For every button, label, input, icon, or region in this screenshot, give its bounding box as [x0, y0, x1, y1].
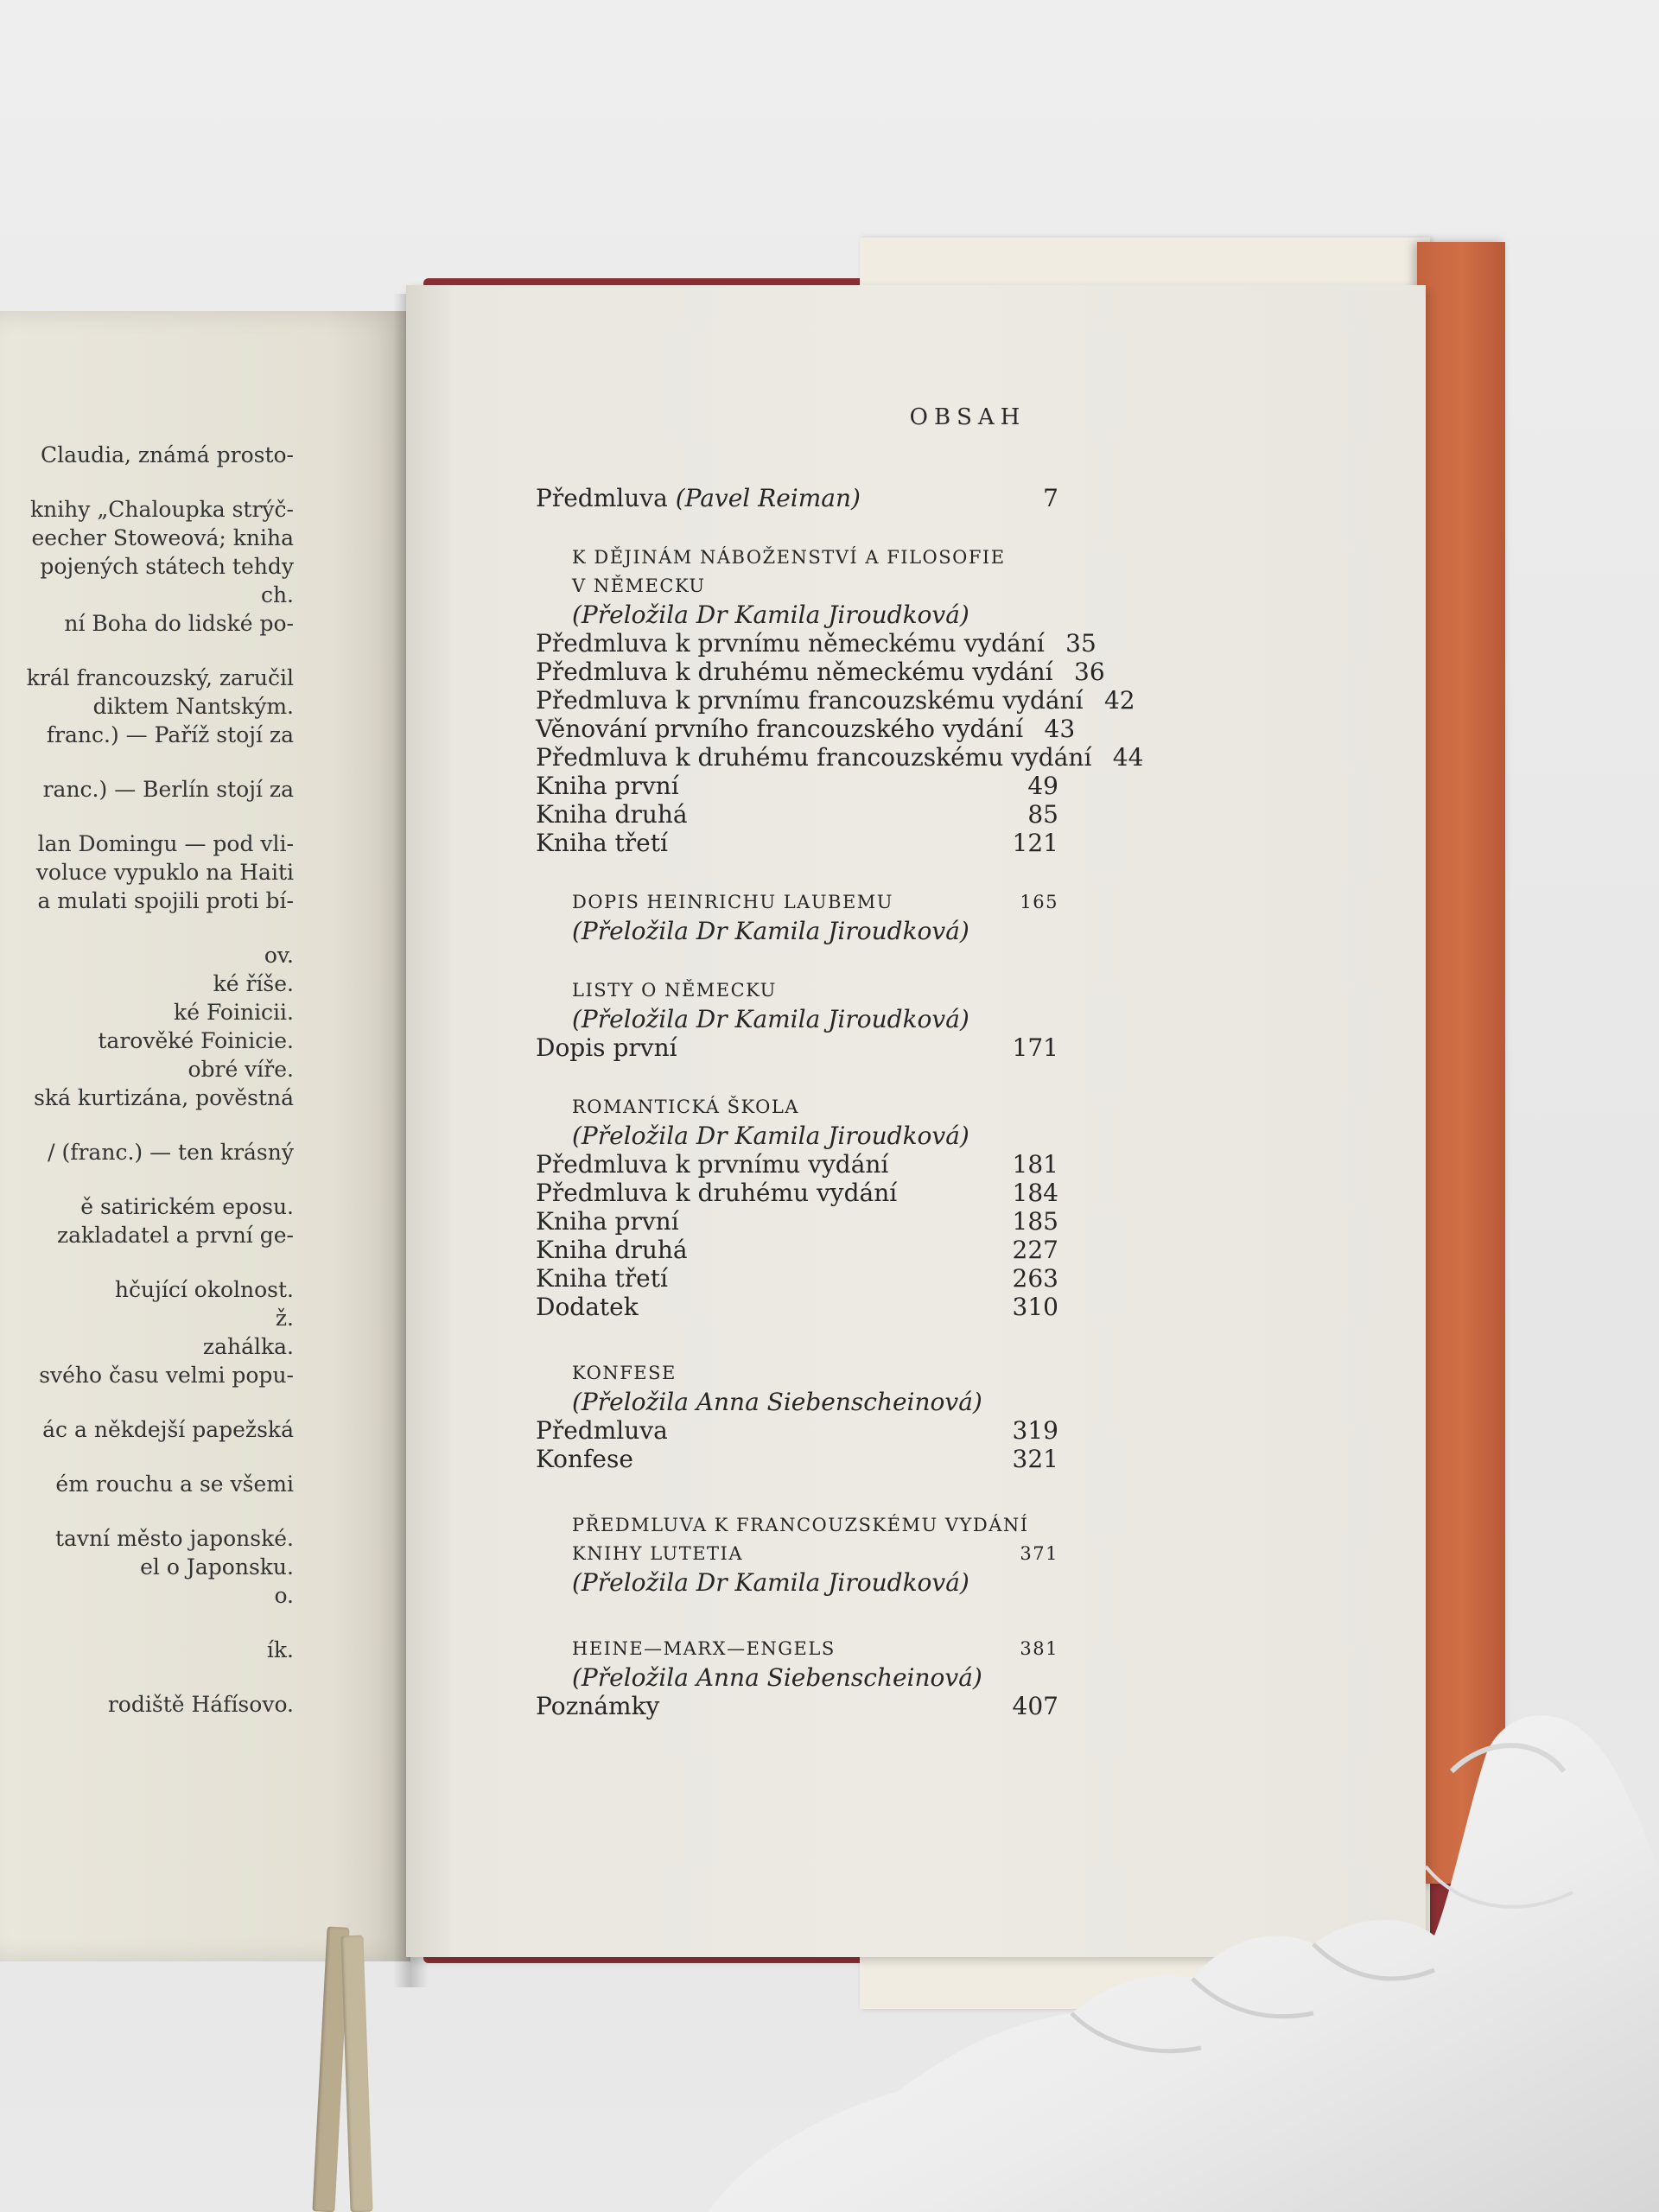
- toc-entry-title: Předmluva k druhému francouzskému vydání: [536, 743, 1092, 772]
- left-page-line: [0, 1664, 294, 1690]
- toc-entry-label: [536, 484, 861, 512]
- toc-section-heading: [536, 888, 1058, 917]
- toc-entry-title: Předmluva k druhému německému vydání: [536, 658, 1053, 686]
- left-page-line: [0, 1498, 294, 1524]
- toc-section-heading: [536, 1511, 1058, 1540]
- toc-entry-title: Konfese: [536, 1445, 633, 1473]
- left-page-line: obré víře.: [188, 1057, 294, 1082]
- toc-entry: [536, 1236, 1058, 1264]
- left-page-text: [0, 441, 294, 1719]
- left-page-line: [0, 1249, 294, 1275]
- toc-entry-title: Předmluva k prvnímu francouzskému vydání: [536, 686, 1084, 715]
- toc-section-heading-text: PŘEDMLUVA K FRANCOUZSKÉMU VYDÁNÍ: [572, 1515, 1029, 1535]
- toc-page-number: 184: [1012, 1179, 1058, 1207]
- toc-translator: (Přeložila Anna Siebenscheinová): [572, 1388, 982, 1416]
- toc-translator: (Přeložila Dr Kamila Jiroudková): [572, 1005, 969, 1033]
- left-page-line: ní Boha do lidské po-: [64, 611, 294, 636]
- toc-page-number: 7: [1043, 484, 1058, 512]
- toc-entry: [536, 1264, 1058, 1293]
- toc-entry-title: Kniha první: [536, 772, 679, 800]
- toc-page-number: 263: [1012, 1264, 1058, 1293]
- toc-section-heading-text: KNIHY LUTETIA: [572, 1543, 744, 1564]
- left-page-line: [0, 1444, 294, 1470]
- toc-page-number: 121: [1012, 829, 1058, 857]
- left-page-line: franc.) — Paříž stojí za: [46, 722, 294, 747]
- toc-entry-title: Dodatek: [536, 1293, 639, 1321]
- left-page-line: hčující okolnost.: [114, 1277, 294, 1302]
- left-page-line: ké Foinicii.: [174, 1000, 294, 1025]
- toc-entry: [536, 1033, 1058, 1062]
- toc-entry-title: Věnování prvního francouzského vydání: [536, 715, 1024, 743]
- left-page-line: knihy „Chaloupka strýč-: [29, 497, 294, 522]
- toc-page-number: 171: [1012, 1033, 1058, 1062]
- toc-entry: [536, 829, 1058, 857]
- toc-page-number: 42: [1103, 686, 1135, 715]
- left-page-line: [0, 915, 294, 941]
- toc-entry-title: Předmluva: [536, 1416, 668, 1445]
- toc-page-number: 321: [1012, 1445, 1058, 1473]
- toc-section-heading: [536, 1093, 1058, 1122]
- toc-section-heading: [536, 1359, 1058, 1388]
- left-page-line: / (franc.) — ten krásný: [48, 1140, 294, 1165]
- left-page-line: [0, 749, 294, 775]
- left-page-line: rodiště Háfísovo.: [107, 1692, 294, 1717]
- toc-page-number: 371: [1020, 1543, 1058, 1564]
- left-page-line: voluce vypuklo na Haiti: [35, 860, 294, 885]
- toc-entry: [536, 800, 1058, 829]
- left-page-line: diktem Nantským.: [92, 694, 294, 719]
- toc-entry: [536, 1179, 1058, 1207]
- toc-page-number: 43: [1044, 715, 1076, 743]
- toc-section-heading-text: LISTY O NĚMECKU: [572, 980, 777, 1001]
- toc-translator: (Přeložila Anna Siebenscheinová): [572, 1663, 982, 1692]
- toc-entry: [536, 1416, 1058, 1445]
- left-page-line: ík.: [266, 1637, 294, 1662]
- toc-entry-title: Předmluva k prvnímu vydání: [536, 1150, 889, 1179]
- left-page-line: ranc.) — Berlín stojí za: [42, 777, 294, 802]
- left-page-line: [0, 1166, 294, 1192]
- left-page-line: ská kurtizána, pověstná: [34, 1085, 294, 1110]
- toc-entry-title: Předmluva: [536, 484, 668, 512]
- toc-section-heading: [536, 976, 1058, 1005]
- left-page-line: lan Domingu — pod vli-: [37, 831, 294, 856]
- toc-translator: (Přeložila Dr Kamila Jiroudková): [572, 1568, 969, 1597]
- toc-page-number: 44: [1112, 743, 1144, 772]
- toc-entry-title: Dopis první: [536, 1033, 677, 1062]
- left-page-line: o.: [274, 1583, 294, 1608]
- toc-section-heading: [536, 1540, 1058, 1568]
- toc-entry-title: Kniha třetí: [536, 829, 668, 857]
- toc-page-number: 227: [1012, 1236, 1058, 1264]
- white-glove: [709, 1607, 1659, 2212]
- toc-page-number: 407: [1012, 1692, 1058, 1720]
- toc-page-number: 165: [1020, 892, 1058, 912]
- left-page-line: ž.: [275, 1306, 294, 1331]
- toc-entry: [536, 1445, 1058, 1473]
- toc-page-number: 35: [1065, 629, 1096, 658]
- left-page-line: [0, 804, 294, 830]
- toc-entry-title: Kniha první: [536, 1207, 679, 1236]
- toc-page-number: 36: [1074, 658, 1105, 686]
- toc-entry: [536, 743, 1144, 772]
- toc-translator: (Přeložila Dr Kamila Jiroudková): [572, 1122, 969, 1150]
- toc-entry-title: Poznámky: [536, 1692, 660, 1720]
- toc-entry: [536, 629, 1096, 658]
- toc-page-number: 310: [1012, 1293, 1058, 1321]
- toc-section-heading: [536, 543, 1058, 572]
- toc-section-heading-text: HEINE—MARX—ENGELS: [572, 1638, 836, 1659]
- toc-page-number: 181: [1012, 1150, 1058, 1179]
- toc-translator: (Pavel Reiman): [675, 484, 861, 512]
- toc-title: OBSAH: [909, 404, 1027, 430]
- toc-translator: (Přeložila Dr Kamila Jiroudková): [572, 917, 969, 945]
- left-page-line: a mulati spojili proti bí-: [37, 888, 294, 913]
- toc-page-number: 319: [1012, 1416, 1058, 1445]
- toc-page-number: 85: [1027, 800, 1058, 829]
- left-page-line: [0, 638, 294, 664]
- left-page-line: ác a někdejší papežská: [42, 1417, 294, 1442]
- left-page-line: zakladatel a první ge-: [56, 1223, 294, 1248]
- toc-entry: [536, 1293, 1058, 1321]
- toc-section-heading: [536, 572, 1058, 601]
- left-page-line: tarověké Foinicie.: [98, 1028, 294, 1053]
- toc-page-number: 381: [1020, 1638, 1058, 1659]
- left-page-line: [0, 1610, 294, 1636]
- toc-entry-title: Kniha druhá: [536, 1236, 688, 1264]
- toc-entry: [536, 1150, 1058, 1179]
- left-page-line: el o Japonsku.: [140, 1554, 294, 1580]
- left-page-line: ém rouchu a se všemi: [55, 1471, 294, 1497]
- left-page: [0, 311, 410, 1961]
- left-page-line: ě satirickém eposu.: [80, 1194, 294, 1219]
- left-page-line: pojených státech tehdy: [40, 554, 294, 579]
- toc-entry-title: Předmluva k prvnímu německému vydání: [536, 629, 1045, 658]
- toc-entry-title: Kniha druhá: [536, 800, 688, 829]
- toc-section-heading-text: DOPIS HEINRICHU LAUBEMU: [572, 892, 893, 912]
- left-page-line: [0, 469, 294, 495]
- left-page-line: [0, 1112, 294, 1138]
- toc-entry: [536, 686, 1135, 715]
- toc-section-heading-text: ROMANTICKÁ ŠKOLA: [572, 1096, 799, 1117]
- left-page-line: eecher Stoweová; kniha: [31, 525, 294, 550]
- toc-translator: (Přeložila Dr Kamila Jiroudková): [572, 601, 969, 629]
- left-page-line: svého času velmi popu-: [39, 1363, 294, 1388]
- toc-entry: [536, 658, 1105, 686]
- toc-section-heading-text: KONFESE: [572, 1363, 677, 1383]
- left-page-line: zahálka.: [202, 1334, 294, 1359]
- toc-entry: [536, 484, 1058, 512]
- toc-section-heading-text: V NĚMECKU: [572, 575, 706, 596]
- left-page-line: Claudia, známá prosto-: [40, 442, 294, 467]
- left-page-line: tavní město japonské.: [54, 1526, 294, 1551]
- table-of-contents: [536, 484, 1144, 1720]
- left-page-line: ov.: [264, 943, 294, 968]
- toc-entry-title: Kniha třetí: [536, 1264, 668, 1293]
- toc-page-number: 185: [1012, 1207, 1058, 1236]
- left-page-line: [0, 1389, 294, 1415]
- toc-entry: [536, 715, 1076, 743]
- toc-entry-title: Předmluva k druhému vydání: [536, 1179, 898, 1207]
- left-page-line: ké říše.: [213, 971, 294, 996]
- toc-section-heading-text: K DĚJINÁM NÁBOŽENSTVÍ A FILOSOFIE: [572, 547, 1006, 568]
- toc-entry: [536, 1207, 1058, 1236]
- toc-entry: [536, 772, 1058, 800]
- left-page-line: ch.: [260, 582, 294, 607]
- toc-page-number: 49: [1027, 772, 1058, 800]
- left-page-line: král francouzský, zaručil: [26, 665, 294, 690]
